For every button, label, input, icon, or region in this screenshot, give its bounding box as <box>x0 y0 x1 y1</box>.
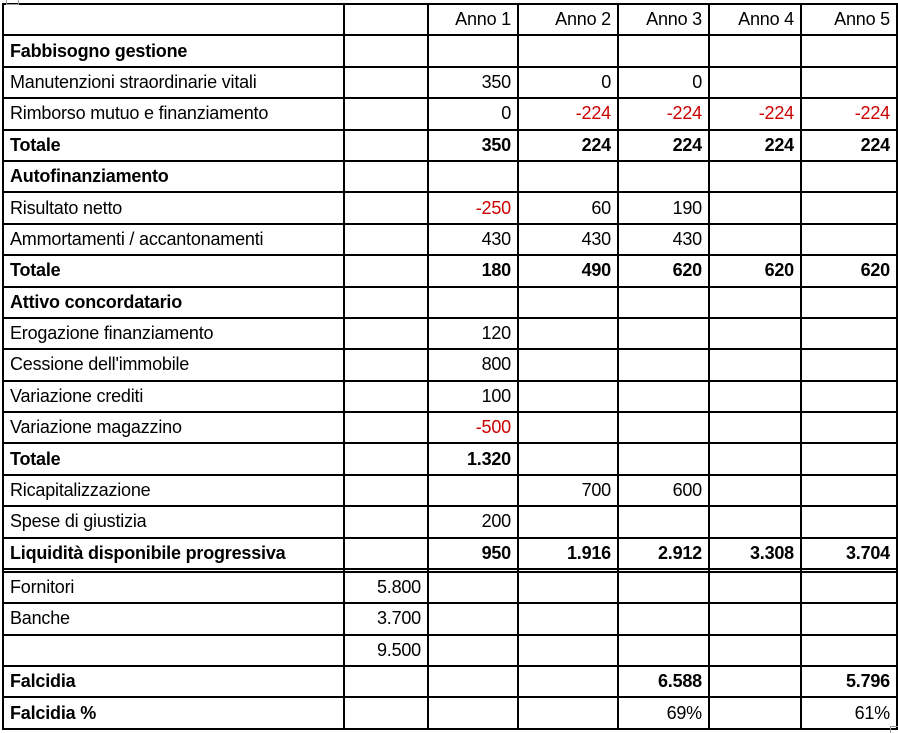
year-value-cell[interactable]: 1.916 <box>518 538 618 569</box>
year-value-cell[interactable]: 61% <box>801 697 897 729</box>
pre-year-value-cell[interactable] <box>344 35 428 66</box>
year-value-cell[interactable] <box>518 161 618 192</box>
year-value-cell[interactable]: -224 <box>709 98 801 129</box>
year-value-cell[interactable]: -500 <box>428 412 518 443</box>
year-value-cell[interactable]: 224 <box>801 130 897 161</box>
year-value-cell[interactable]: 430 <box>618 224 709 255</box>
pre-year-value-cell[interactable] <box>344 255 428 286</box>
year-value-cell[interactable] <box>518 443 618 474</box>
pre-year-value-cell[interactable] <box>344 98 428 129</box>
year-value-cell[interactable] <box>709 318 801 349</box>
year-value-cell[interactable] <box>801 224 897 255</box>
row-label-cell[interactable]: Fornitori <box>3 572 344 603</box>
pre-year-value-cell[interactable] <box>344 475 428 506</box>
year-value-cell[interactable] <box>518 506 618 537</box>
table-row <box>3 443 897 474</box>
table-row <box>3 318 897 349</box>
year-value-cell[interactable] <box>428 572 518 603</box>
column-header-cell[interactable]: Anno 3 <box>618 4 709 35</box>
year-value-cell[interactable]: -250 <box>428 192 518 223</box>
year-value-cell[interactable]: 2.912 <box>618 538 709 569</box>
year-value-cell[interactable] <box>428 603 518 634</box>
pre-year-value-cell[interactable] <box>344 287 428 318</box>
year-value-cell[interactable] <box>428 161 518 192</box>
year-value-cell[interactable] <box>709 161 801 192</box>
year-value-cell[interactable] <box>618 381 709 412</box>
year-value-cell[interactable] <box>518 603 618 634</box>
year-value-cell[interactable] <box>518 381 618 412</box>
year-value-cell[interactable]: 190 <box>618 192 709 223</box>
year-value-cell[interactable]: 600 <box>618 475 709 506</box>
year-value-cell[interactable]: 620 <box>709 255 801 286</box>
year-value-cell[interactable]: 3.308 <box>709 538 801 569</box>
pre-year-value-cell[interactable] <box>344 318 428 349</box>
year-value-cell[interactable]: 0 <box>618 67 709 98</box>
table-row <box>3 192 897 223</box>
table-row <box>3 161 897 192</box>
pre-year-value-cell[interactable] <box>344 130 428 161</box>
year-value-cell[interactable] <box>709 287 801 318</box>
empty-header-cell[interactable] <box>3 4 344 35</box>
row-label-cell[interactable]: Falcidia <box>3 666 344 697</box>
table-row <box>3 130 897 161</box>
table-row <box>3 35 897 66</box>
year-value-cell[interactable]: 60 <box>518 192 618 223</box>
year-value-cell[interactable]: 100 <box>428 381 518 412</box>
pre-year-value-cell[interactable] <box>344 161 428 192</box>
year-value-cell[interactable]: 1.320 <box>428 443 518 474</box>
year-value-cell[interactable]: 6.588 <box>618 666 709 697</box>
row-label-cell[interactable]: Erogazione finanziamento <box>3 318 344 349</box>
column-header-cell[interactable]: Anno 5 <box>801 4 897 35</box>
year-value-cell[interactable] <box>709 603 801 634</box>
column-header-cell[interactable]: Anno 2 <box>518 4 618 35</box>
row-label-cell[interactable]: Manutenzioni straordinarie vitali <box>3 67 344 98</box>
table-row <box>3 67 897 98</box>
table-row <box>3 255 897 286</box>
column-header-cell[interactable]: Anno 4 <box>709 4 801 35</box>
year-value-cell[interactable] <box>709 67 801 98</box>
year-value-cell[interactable]: 620 <box>618 255 709 286</box>
table-row <box>3 603 897 634</box>
header-row <box>3 4 897 35</box>
pre-year-value-cell[interactable] <box>344 224 428 255</box>
row-label-cell[interactable]: Autofinanziamento <box>3 161 344 192</box>
row-label-cell[interactable]: Cessione dell'immobile <box>3 349 344 380</box>
year-value-cell[interactable] <box>709 381 801 412</box>
year-value-cell[interactable] <box>618 318 709 349</box>
row-label-cell[interactable]: Variazione magazzino <box>3 412 344 443</box>
table-row <box>3 412 897 443</box>
row-label-cell[interactable]: Risultato netto <box>3 192 344 223</box>
pre-year-value-cell[interactable] <box>344 349 428 380</box>
year-value-cell[interactable] <box>801 603 897 634</box>
year-value-cell[interactable] <box>518 318 618 349</box>
table-row <box>3 98 897 129</box>
pre-year-value-cell[interactable]: 9.500 <box>344 635 428 666</box>
year-value-cell[interactable] <box>801 412 897 443</box>
year-value-cell[interactable] <box>709 475 801 506</box>
year-value-cell[interactable]: 69% <box>618 697 709 729</box>
year-value-cell[interactable] <box>801 635 897 666</box>
year-value-cell[interactable]: 430 <box>428 224 518 255</box>
year-value-cell[interactable]: -224 <box>801 98 897 129</box>
year-value-cell[interactable] <box>709 572 801 603</box>
year-value-cell[interactable] <box>618 35 709 66</box>
year-value-cell[interactable]: 350 <box>428 130 518 161</box>
row-label-cell[interactable]: Fabbisogno gestione <box>3 35 344 66</box>
row-label-cell[interactable]: Liquidità disponibile progressiva <box>3 538 344 569</box>
year-value-cell[interactable] <box>518 635 618 666</box>
year-value-cell[interactable] <box>801 192 897 223</box>
table-row <box>3 635 897 666</box>
row-label-cell[interactable]: Spese di giustizia <box>3 506 344 537</box>
year-value-cell[interactable] <box>709 224 801 255</box>
row-label-cell[interactable]: Ricapitalizzazione <box>3 475 344 506</box>
year-value-cell[interactable] <box>428 666 518 697</box>
year-value-cell[interactable]: 0 <box>428 98 518 129</box>
row-label-cell[interactable]: Rimborso mutuo e finanziamento <box>3 98 344 129</box>
empty-header-cell[interactable] <box>344 4 428 35</box>
year-value-cell[interactable] <box>618 349 709 380</box>
financial-table <box>2 3 898 730</box>
year-value-cell[interactable]: 700 <box>518 475 618 506</box>
year-value-cell[interactable] <box>801 349 897 380</box>
year-value-cell[interactable] <box>801 287 897 318</box>
year-value-cell[interactable]: 5.796 <box>801 666 897 697</box>
year-value-cell[interactable] <box>518 697 618 729</box>
pre-year-value-cell[interactable] <box>344 666 428 697</box>
year-value-cell[interactable] <box>709 635 801 666</box>
table-row <box>3 538 897 569</box>
year-value-cell[interactable] <box>801 506 897 537</box>
year-value-cell[interactable]: 800 <box>428 349 518 380</box>
year-value-cell[interactable]: -224 <box>618 98 709 129</box>
year-value-cell[interactable]: 350 <box>428 67 518 98</box>
row-label-cell[interactable]: Totale <box>3 130 344 161</box>
table-row <box>3 572 897 603</box>
year-value-cell[interactable] <box>801 443 897 474</box>
year-value-cell[interactable] <box>709 443 801 474</box>
row-label-cell[interactable]: Variazione crediti <box>3 381 344 412</box>
year-value-cell[interactable] <box>801 161 897 192</box>
pre-year-value-cell[interactable]: 5.800 <box>344 572 428 603</box>
row-label-cell[interactable]: Attivo concordatario <box>3 287 344 318</box>
table-row <box>3 666 897 697</box>
year-value-cell[interactable]: 3.704 <box>801 538 897 569</box>
year-value-cell[interactable] <box>801 381 897 412</box>
pre-year-value-cell[interactable] <box>344 538 428 569</box>
year-value-cell[interactable]: 430 <box>518 224 618 255</box>
year-value-cell[interactable] <box>618 443 709 474</box>
year-value-cell[interactable] <box>618 635 709 666</box>
table-row <box>3 475 897 506</box>
year-value-cell[interactable] <box>428 635 518 666</box>
column-header-cell[interactable]: Anno 1 <box>428 4 518 35</box>
year-value-cell[interactable] <box>618 506 709 537</box>
pre-year-value-cell[interactable] <box>344 506 428 537</box>
year-value-cell[interactable] <box>428 475 518 506</box>
year-value-cell[interactable] <box>801 35 897 66</box>
pre-year-value-cell[interactable] <box>344 67 428 98</box>
pre-year-value-cell[interactable] <box>344 443 428 474</box>
pre-year-value-cell[interactable] <box>344 697 428 729</box>
year-value-cell[interactable]: 200 <box>428 506 518 537</box>
year-value-cell[interactable] <box>518 572 618 603</box>
year-value-cell[interactable]: 950 <box>428 538 518 569</box>
year-value-cell[interactable] <box>518 666 618 697</box>
table-row <box>3 697 897 729</box>
year-value-cell[interactable] <box>709 192 801 223</box>
year-value-cell[interactable] <box>518 412 618 443</box>
year-value-cell[interactable] <box>618 161 709 192</box>
year-value-cell[interactable]: -224 <box>518 98 618 129</box>
year-value-cell[interactable]: 180 <box>428 255 518 286</box>
year-value-cell[interactable]: 224 <box>618 130 709 161</box>
row-label-cell[interactable]: Banche <box>3 603 344 634</box>
year-value-cell[interactable] <box>709 506 801 537</box>
year-value-cell[interactable] <box>801 475 897 506</box>
pre-year-value-cell[interactable] <box>344 381 428 412</box>
year-value-cell[interactable]: 620 <box>801 255 897 286</box>
row-label-cell[interactable]: Totale <box>3 255 344 286</box>
table-row <box>3 224 897 255</box>
row-label-cell[interactable]: Totale <box>3 443 344 474</box>
year-value-cell[interactable] <box>618 412 709 443</box>
year-value-cell[interactable]: 224 <box>518 130 618 161</box>
year-value-cell[interactable] <box>518 349 618 380</box>
year-value-cell[interactable] <box>428 287 518 318</box>
year-value-cell[interactable] <box>709 697 801 729</box>
table-row <box>3 287 897 318</box>
year-value-cell[interactable] <box>709 35 801 66</box>
year-value-cell[interactable] <box>709 349 801 380</box>
year-value-cell[interactable] <box>428 35 518 66</box>
year-value-cell[interactable]: 224 <box>709 130 801 161</box>
year-value-cell[interactable] <box>709 666 801 697</box>
row-label-cell[interactable] <box>3 635 344 666</box>
year-value-cell[interactable]: 120 <box>428 318 518 349</box>
year-value-cell[interactable] <box>801 67 897 98</box>
year-value-cell[interactable] <box>518 287 618 318</box>
table-row <box>3 349 897 380</box>
year-value-cell[interactable] <box>618 603 709 634</box>
year-value-cell[interactable] <box>801 572 897 603</box>
year-value-cell[interactable]: 0 <box>518 67 618 98</box>
year-value-cell[interactable]: 490 <box>518 255 618 286</box>
year-value-cell[interactable] <box>428 697 518 729</box>
table-row <box>3 381 897 412</box>
row-label-cell[interactable]: Ammortamenti / accantonamenti <box>3 224 344 255</box>
pre-year-value-cell[interactable] <box>344 412 428 443</box>
table-row <box>3 506 897 537</box>
year-value-cell[interactable] <box>518 35 618 66</box>
year-value-cell[interactable] <box>801 318 897 349</box>
pre-year-value-cell[interactable]: 3.700 <box>344 603 428 634</box>
row-label-cell[interactable]: Falcidia % <box>3 697 344 729</box>
year-value-cell[interactable] <box>618 572 709 603</box>
year-value-cell[interactable] <box>709 412 801 443</box>
pre-year-value-cell[interactable] <box>344 192 428 223</box>
year-value-cell[interactable] <box>618 287 709 318</box>
